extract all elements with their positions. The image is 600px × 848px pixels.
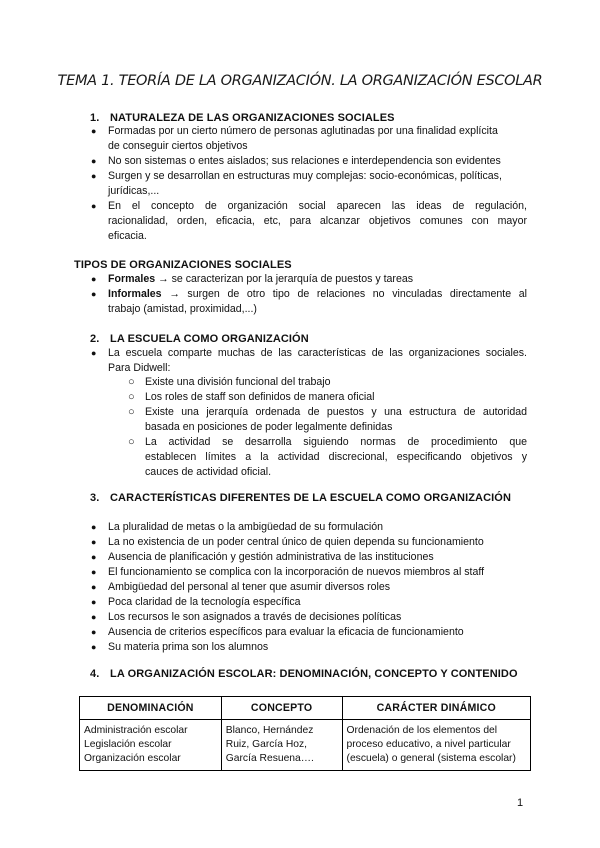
section-2-number: 2.: [90, 333, 100, 345]
line: [108, 287, 527, 302]
bullet-dot: ●: [91, 567, 97, 577]
section-4-heading: [90, 668, 518, 680]
term: Formales: [108, 273, 156, 285]
list-item: [108, 346, 527, 376]
sub-list-item: [145, 405, 527, 435]
list-item: Su materia prima son los alumnos: [108, 641, 269, 653]
sub-bullet-circle: ○: [128, 376, 135, 388]
line: basada en posiciones de poder legalmente definidas: [145, 421, 393, 433]
section-4-number: 4.: [90, 668, 100, 680]
section-1-heading: [90, 112, 395, 124]
section-1-number: 1.: [90, 112, 100, 124]
section-2-title: LA ESCUELA COMO ORGANIZACIÓN: [110, 333, 309, 345]
line: [108, 272, 527, 287]
term-description: → surgen de otro tipo de relaciones no vinculadas directamente al: [161, 288, 527, 300]
sub-bullet-circle: ○: [128, 391, 135, 403]
section-2-heading: [90, 333, 309, 345]
line: Los roles de staff son definidos de manera oficial: [145, 391, 375, 403]
cell-concepto: [221, 720, 342, 771]
bullet-dot: ●: [91, 171, 97, 181]
header-denominacion: DENOMINACIÓN: [80, 697, 222, 720]
bullet-dot: ●: [91, 126, 97, 136]
tipos-heading: TIPOS DE ORGANIZACIONES SOCIALES: [74, 259, 292, 271]
list-item: Poca claridad de la tecnología específica: [108, 596, 301, 608]
line: de conseguir ciertos objetivos: [108, 140, 248, 152]
sub-bullet-circle: ○: [128, 436, 135, 448]
cell-line: García Resuena….: [225, 753, 314, 764]
cell-line: Blanco, Hernández: [225, 725, 314, 736]
bullet-dot: ●: [91, 612, 97, 622]
bullet-dot: ●: [91, 627, 97, 637]
document-title: TEMA 1. TEORÍA DE LA ORGANIZACIÓN. LA ORGANIZACIÓN ESCOLAR: [57, 73, 543, 89]
bullet-dot: ●: [91, 522, 97, 532]
line: Existe una división funcional del trabajo: [145, 376, 331, 388]
section-3-number: 3.: [90, 492, 100, 504]
list-item: Ausencia de criterios específicos para evaluar la eficacia de funcionamiento: [108, 626, 464, 638]
bullet-dot: ●: [91, 642, 97, 652]
line: jurídicas,...: [108, 185, 160, 197]
list-item: [108, 124, 527, 154]
list-item: [108, 287, 527, 317]
cell-line: Organización escolar: [84, 753, 181, 764]
list-item: [108, 272, 527, 287]
bullet-dot: ●: [91, 274, 97, 284]
cell-line: Ordenación de los elementos del: [346, 725, 498, 736]
cell-caracter-dinamico: [342, 720, 530, 771]
bullet-dot: ●: [91, 597, 97, 607]
line: trabajo (amistad, proximidad,...): [108, 303, 257, 315]
bullet-dot: ●: [91, 537, 97, 547]
line: Existe una jerarquía ordenada de puestos y una estructura de autoridad: [145, 406, 527, 418]
bullet-dot: ●: [91, 156, 97, 166]
list-item: Los recursos le son asignados a través de decisiones políticas: [108, 611, 402, 623]
section-3-heading: [90, 492, 511, 504]
list-item: Ambigüedad del personal al tener que asumir diversos roles: [108, 581, 391, 593]
cell-line: Legislación escolar: [84, 739, 172, 750]
cell-line: proceso educativo, a nivel particular: [346, 739, 511, 750]
list-item: Ausencia de planificación y gestión administrativa de las instituciones: [108, 551, 434, 563]
line: La escuela comparte muchas de las características de las organizaciones sociales.: [108, 347, 527, 359]
section-4-title: LA ORGANIZACIÓN ESCOLAR: DENOMINACIÓN, CONCEPTO Y CONTENIDO: [110, 668, 518, 680]
term: Informales: [108, 288, 162, 300]
bullet-dot: ●: [91, 552, 97, 562]
cell-denominacion: [80, 720, 222, 771]
line: En el concepto de organización social aparecen las ideas de regulación,: [108, 200, 527, 212]
line: eficacia.: [108, 230, 147, 242]
bullet-dot: ●: [91, 582, 97, 592]
section-1-title: NATURALEZA DE LAS ORGANIZACIONES SOCIALES: [110, 112, 395, 124]
line: Formadas por un cierto número de personas aglutinadas por una finalidad explícita: [108, 125, 498, 137]
section-3-title: CARACTERÍSTICAS DIFERENTES DE LA ESCUELA COMO ORGANIZACIÓN: [110, 492, 511, 504]
line: Surgen y se desarrollan en estructuras muy complejas: socio-económicas, políticas,: [108, 170, 502, 182]
list-item: [108, 169, 527, 199]
list-item: [108, 199, 527, 244]
line: No son sistemas o entes aislados; sus relaciones e interdependencia son evidentes: [108, 155, 501, 167]
cell-line: (escuela) o general (sistema escolar): [346, 753, 516, 764]
bullet-dot: ●: [91, 348, 97, 358]
line: La actividad se desarrolla siguiendo normas de procedimiento que: [145, 436, 527, 448]
header-caracter-dinamico: CARÁCTER DINÁMICO: [342, 697, 530, 720]
line: establecen límites a la actividad discrecional, especificando objetivos y: [145, 451, 527, 463]
line: racionalidad, orden, eficacia, etc, para alcanzar objetivos comunes con mayor: [108, 215, 527, 227]
line: cauces de actividad oficial.: [145, 466, 272, 478]
line: Para Didwell:: [108, 362, 171, 374]
cell-line: Administración escolar: [84, 725, 188, 736]
organization-table: [79, 696, 531, 771]
list-item: El funcionamiento se complica con la incorporación de nuevos miembros al staff: [108, 566, 485, 578]
table-header-row: [80, 697, 531, 720]
sub-list-item: [145, 435, 527, 480]
header-concepto: CONCEPTO: [221, 697, 342, 720]
bullet-dot: ●: [91, 201, 97, 211]
list-item: [108, 154, 527, 169]
page-number: 1: [517, 797, 524, 809]
table-row: [80, 720, 531, 771]
list-item: La no existencia de un poder central único de quien dependa su funcionamiento: [108, 536, 484, 548]
term-description: → se caracterizan por la jerarquía de puestos y tareas: [155, 273, 414, 285]
bullet-dot: ●: [91, 289, 97, 299]
sub-list-item: [145, 375, 527, 390]
cell-line: Ruiz, García Hoz,: [225, 739, 308, 750]
sub-list-item: [145, 390, 527, 405]
sub-bullet-circle: ○: [128, 406, 135, 418]
list-item: La pluralidad de metas o la ambigüedad de su formulación: [108, 521, 384, 533]
